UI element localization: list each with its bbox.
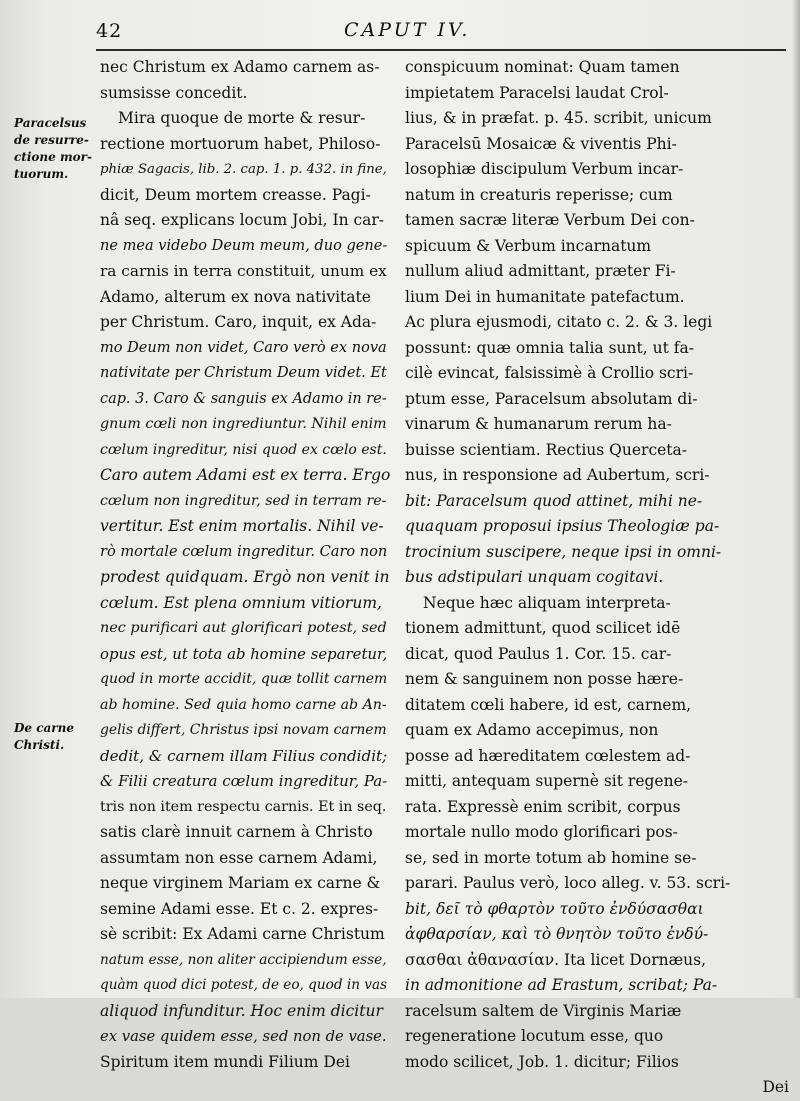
text-line: quam ex Adamo accepimus, non — [405, 721, 659, 739]
text-line: dedit, & carnem illam Filius condidit; — [100, 746, 388, 765]
right-text-column — [405, 55, 795, 1101]
text-line: tris non item respectu carnis. Et in seq. — [100, 798, 387, 815]
margin-note-line: de resurre- — [14, 133, 89, 147]
page-number: 42 — [96, 20, 123, 42]
text-line: Caro autem Adami est ex terra. Ergo — [100, 466, 391, 484]
text-line: losophiæ discipulum Verbum incar- — [405, 160, 684, 178]
text-line: ditatem cœli habere, id est, carnem, — [405, 695, 692, 714]
text-line: rata. Expressè enim scribit, corpus — [405, 797, 681, 816]
catchword: Dei — [762, 1078, 789, 1096]
greek-text-line: bit, δεῖ τὸ φθαρτὸν τοῦτο ἐνδύσασθαι — [405, 899, 704, 918]
text-line: nec Christum ex Adamo carnem as- — [100, 58, 380, 76]
text-line: impietatem Paracelsi laudat Crol- — [405, 83, 669, 102]
text-line: phiæ Sagacis, lib. 2. cap. 1. p. 432. in fine, — [100, 162, 387, 177]
text-line: bit: Paracelsum quod attinet, mihi ne- — [405, 491, 703, 510]
text-line: dicat, quod Paulus 1. Cor. 15. car- — [405, 644, 672, 663]
text-line: ptum esse, Paracelsum absolutam di- — [405, 389, 698, 408]
page-header — [0, 14, 800, 54]
text-line: semine Adami esse. Et c. 2. expres- — [100, 899, 379, 918]
text-line: in admonitione ad Erastum, scribat; Pa- — [405, 976, 718, 994]
text-line: nem & sanguinem non posse hære- — [405, 670, 684, 688]
text-line: se, sed in morte totum ab homine se- — [405, 848, 697, 867]
header-rule — [96, 49, 786, 51]
text-line: tionem admittunt, quod scilicet idē — [405, 619, 681, 637]
text-line: quod in morte accidit, quæ tollit carnem — [100, 671, 388, 687]
text-line: Ac plura ejusmodi, citato c. 2. & 3. legi — [405, 313, 713, 331]
left-text-column — [100, 55, 390, 1075]
text-line: mo Deum non videt, Caro verò ex nova — [100, 339, 387, 356]
text-line: nativitate per Christum Deum videt. Et — [100, 365, 387, 381]
text-line: ex vase quidem esse, sed non de vase. — [100, 1028, 387, 1045]
text-line: natum in creaturis reperisse; cum — [405, 185, 673, 204]
text-line: ne mea videbo Deum meum, duo gene- — [100, 237, 388, 254]
text-line: gelis differt, Christus ipsi novam carnem — [100, 722, 387, 738]
text-line: gnum cœli non ingrediuntur. Nihil enim — [100, 416, 387, 432]
text-line: Adamo, alterum ex nova nativitate — [100, 287, 371, 306]
text-line: conspicuum nominat: Quam tamen — [405, 58, 680, 76]
text-line: bus adstipulari unquam cogitavi. — [405, 568, 664, 586]
text-line: nâ seq. explicans locum Jobi, In car- — [100, 211, 385, 229]
text-line: dicit, Deum mortem creasse. Pagi- — [100, 185, 371, 204]
text-line: tamen sacræ literæ Verbum Dei con- — [405, 211, 695, 229]
text-line: satis clarè innuit carnem à Christo — [100, 823, 373, 841]
text-line: nec purificari aut glorificari potest, sed — [100, 620, 387, 636]
text-line: regeneratione locutum esse, quo — [405, 1027, 664, 1045]
text-line: nullum aliud admittant, præter Fi- — [405, 262, 676, 280]
text-line: sè scribit: Ex Adami carne Christum — [100, 925, 385, 943]
text-line: posse ad hæreditatem cœlestem ad- — [405, 746, 691, 765]
text-line: rò mortale cœlum ingreditur. Caro non — [100, 543, 388, 560]
text-line: Mira quoque de morte & resur- — [118, 109, 366, 127]
text-line: cœlum. Est plena omnium vitiorum, — [100, 593, 382, 612]
text-line: spicuum & Verbum incarnatum — [405, 236, 652, 255]
text-line: quaquam proposui ipsius Theologiæ pa- — [405, 517, 720, 535]
text-line: cilè evincat, falsissimè à Crollio scri- — [405, 364, 694, 382]
text-line: Spiritum item mundi Filium Dei — [100, 1052, 350, 1071]
text-line: cœlum ingreditur, nisi quod ex cœlo est. — [100, 441, 387, 458]
margin-note-line: Paracelsus — [14, 116, 87, 130]
text-line: cap. 3. Caro & sanguis ex Adamo in re- — [100, 390, 387, 407]
text-line: vinarum & humanarum rerum ha- — [405, 415, 672, 433]
text-line: parari. Paulus verò, loco alleg. v. 53. scri- — [405, 874, 731, 892]
margin-note-line: De carne — [14, 721, 74, 735]
text-line: trocinium suscipere, neque ipsi in omni- — [405, 542, 722, 561]
text-line: vertitur. Est enim mortalis. Nihil ve- — [100, 517, 384, 535]
text-line: mitti, antequam supernè sit regene- — [405, 772, 688, 790]
text-line: opus est, ut tota ab homine separetur, — [100, 644, 388, 663]
text-line: sumsisse concedit. — [100, 83, 248, 102]
text-line: modo scilicet, Job. 1. dicitur; Filios — [405, 1052, 679, 1071]
margin-note-flesh-of-christ — [14, 720, 92, 754]
text-line: aliquod infunditur. Hoc enim dicitur — [100, 1001, 383, 1020]
text-line: lium Dei in humanitate patefactum. — [405, 287, 685, 306]
text-line: racelsum saltem de Virginis Mariæ — [405, 1001, 682, 1020]
text-line: buisse scientiam. Rectius Querceta- — [405, 440, 688, 459]
text-line: Neque hæc aliquam interpreta- — [423, 593, 671, 612]
text-line: nus, in responsione ad Aubertum, scri- — [405, 466, 710, 484]
text-line: cœlum non ingreditur, sed in terram re- — [100, 492, 387, 509]
text-line: assumtam non esse carnem Adami, — [100, 848, 378, 867]
text-line: per Christum. Caro, inquit, ex Ada- — [100, 313, 377, 331]
text-line: possunt: quæ omnia talia sunt, ut fa- — [405, 338, 694, 357]
text-line: σασθαι ἀθανασίαν. Ita licet Dornæus, — [405, 950, 707, 969]
margin-note-line: tuorum. — [14, 167, 69, 181]
text-line: prodest quidquam. Ergò non venit in — [100, 568, 390, 586]
text-line: mortale nullo modo glorificari pos- — [405, 823, 678, 841]
text-line: & Filii creatura cœlum ingreditur, Pa- — [100, 772, 388, 790]
text-line: ra carnis in terra constituit, unum ex — [100, 262, 387, 280]
greek-text-line: ἀφθαρσίαν, καὶ τὸ θνητὸν τοῦτο ἐνδύ- — [405, 925, 709, 943]
text-line: neque virginem Mariam ex carne & — [100, 874, 381, 892]
text-line: rectione mortuorum habet, Philoso- — [100, 134, 381, 153]
margin-note-line: Christi. — [14, 738, 65, 752]
text-line: Paracelsū Mosaicæ & viventis Phi- — [405, 134, 677, 153]
text-line: natum esse, non aliter accipiendum esse, — [100, 951, 387, 968]
running-head: CAPUT IV. — [344, 19, 471, 41]
text-line: quàm quod dici potest, de eo, quod in vas — [100, 977, 388, 993]
margin-note-line: ctione mor- — [14, 150, 92, 164]
text-line: ab homine. Sed quia homo carne ab An- — [100, 696, 387, 713]
margin-note-resurrection — [14, 115, 92, 183]
text-line: lius, & in præfat. p. 45. scribit, unicum — [405, 109, 712, 127]
